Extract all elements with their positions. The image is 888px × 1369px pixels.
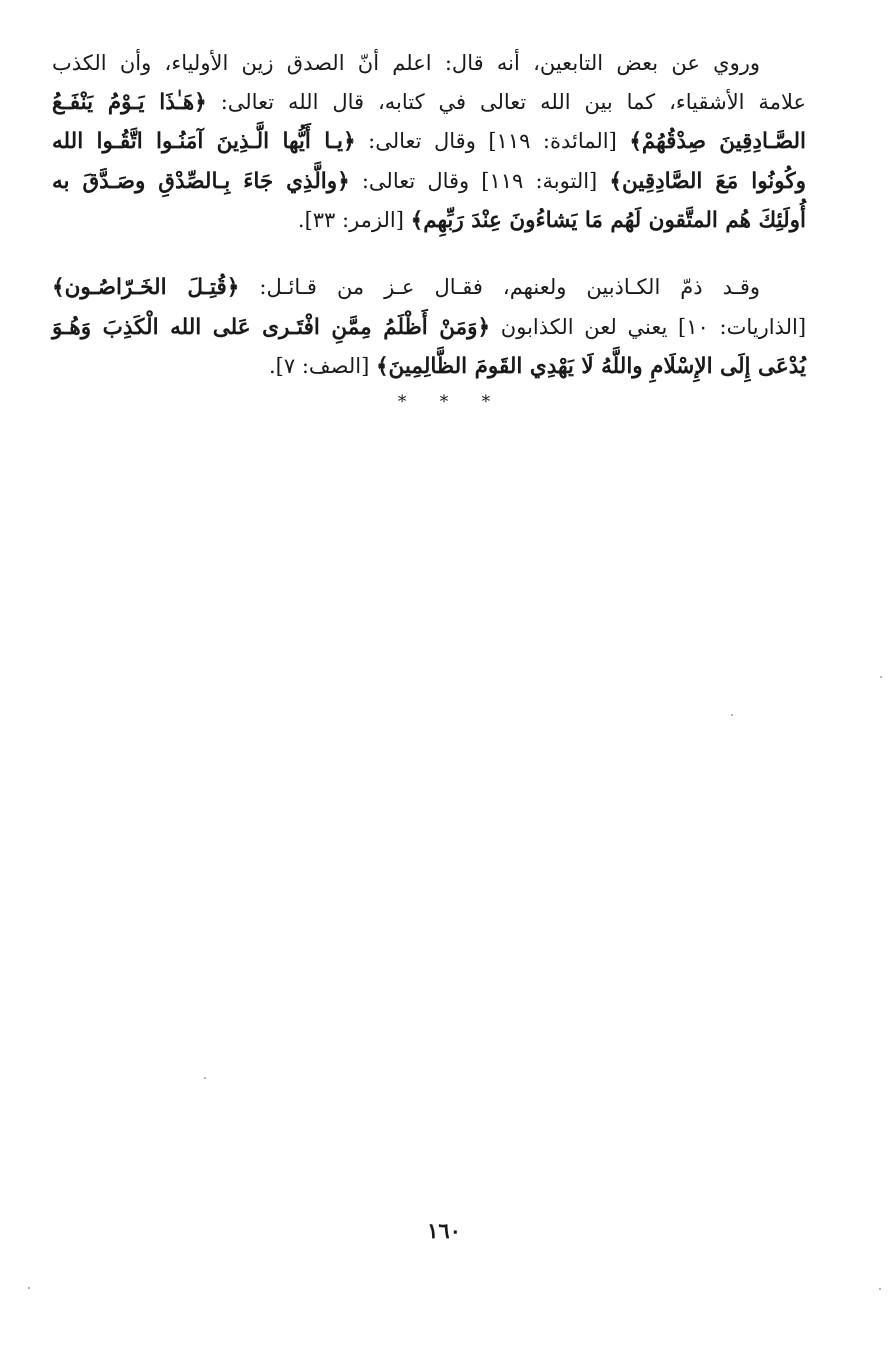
verse-citation: [المائدة: ١١٩] وقال تعالى: (355, 129, 630, 153)
prose-text: وروي عن بعض التابعين، أنه قال: اعلم أنّ الصدق زين الأولياء، وأن الكذب (52, 51, 760, 75)
text-line (52, 268, 806, 308)
text-line (52, 162, 806, 202)
text-line (52, 308, 806, 348)
text-line (52, 122, 806, 162)
paragraph-truthfulness (52, 44, 806, 241)
scan-speck (731, 714, 733, 716)
verse-citation: [الذاريات: ١٠] يعني لعن الكذابون (490, 314, 807, 339)
verse-citation: [الزمر: ٣٣]. (297, 208, 411, 232)
quran-verse: ﴿يـا أَيُّها الَّـذِينَ آمَنُـوا اتَّقُـوا الله (52, 129, 356, 154)
text-line (52, 83, 806, 123)
verse-citation: [الصف: ٧]. (268, 354, 376, 378)
quran-verse: ﴿قُتِـلَ الخَـرّاصُـون﴾ (52, 275, 240, 300)
asterisk-ornament: * (481, 392, 491, 412)
verse-citation: [التوبة: ١١٩] وقال تعالى: (349, 168, 610, 193)
quran-verse: ﴿هَـٰذَا يَـوْمُ يَنْفَـعُ (52, 89, 207, 115)
paragraph-liars (52, 268, 806, 387)
scan-speck (879, 1288, 881, 1290)
quran-verse: أُولَئِكَ هُم المتَّقون لَهُم مَا يَشاءُونَ عِنْدَ رَبِّهِم﴾ (410, 208, 806, 233)
text-line (52, 44, 806, 83)
asterisk-ornament: * (397, 392, 407, 412)
quran-verse: وكُونُوا مَعَ الصَّادِقِين﴾ (609, 168, 807, 194)
quran-verse: ﴿وَمَنْ أَظْلَمُ مِمَّنِ افْتَـرى عَلى الله الْكَذِبَ وَهُـوَ (52, 314, 491, 340)
prose-text: وقـد ذمّ الكـاذبين ولعنهم، فقـال عـز من قـائـل: (239, 275, 761, 299)
section-separator (0, 392, 888, 412)
quran-verse: يُدْعَى إِلَى الإِسْلَامِ واللَّهُ لَا يَهْدِي القَومَ الظَّالِمِينَ﴾ (375, 354, 806, 379)
prose-text: علامة الأشقياء، كما بين الله تعالى في كتابه، قال الله تعالى: (206, 89, 806, 114)
asterisk-ornament: * (439, 392, 449, 412)
page-number: ١٦٠ (427, 1218, 461, 1243)
text-line (52, 347, 806, 387)
scan-speck (204, 1077, 206, 1079)
text-line (52, 201, 806, 241)
scan-speck (880, 676, 882, 678)
quran-verse: الصَّـادِقِينَ صِدْقُهُمْ﴾ (629, 129, 807, 154)
scan-speck (28, 1287, 30, 1289)
quran-verse: ﴿والَّذِي جَاءَ بِـالصِّدْقِ وصَـدَّقَ به (52, 168, 350, 194)
